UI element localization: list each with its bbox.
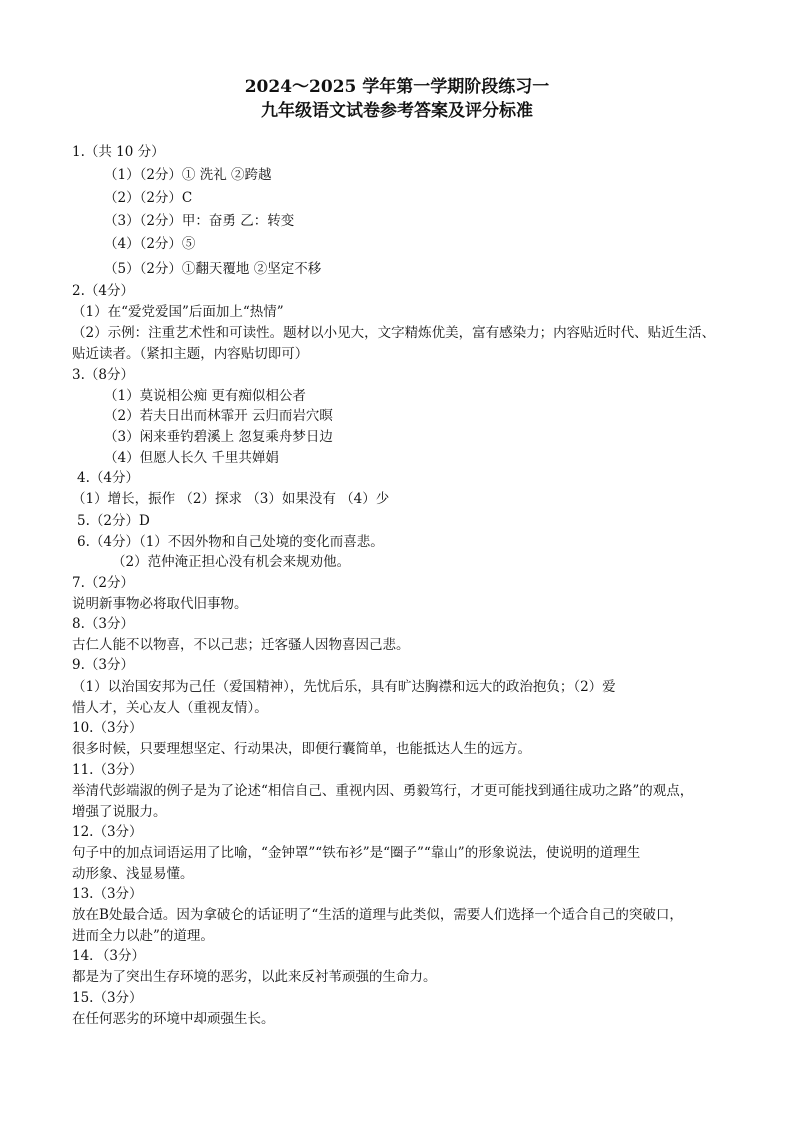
q2-2-answer-cont: 贴近读者。（紧扣主题，内容贴切即可）	[72, 346, 309, 362]
q1-2-answer: （2）（2分）C	[104, 190, 193, 206]
q15-answer: 在任何恶劣的环境中却顽强生长。	[72, 1011, 275, 1027]
q11-answer-cont: 增强了说服力。	[72, 804, 167, 820]
q2-2-answer: （2）示例：注重艺术性和可读性。题材以小见大，文字精炼优美，富有感染力；内容贴近时代、贴近生活、	[72, 325, 716, 341]
q10-header: 10.（3分）	[72, 720, 143, 736]
q9-header: 9.（3分）	[72, 657, 134, 673]
doc-title-line2: 九年级语文试卷参考答案及评分标准	[261, 101, 533, 121]
q14-header: 14．（3分）	[72, 948, 146, 964]
q1-3-answer: （3）（2分）甲：奋勇 乙：转变	[104, 213, 295, 229]
q3-2-answer: （2）若夫日出而林霏开 云归而岩穴暝	[104, 408, 333, 424]
q3-3-answer: （3）闲来垂钓碧溪上 忽复乘舟梦日边	[104, 429, 333, 445]
q15-header: 15.（3分）	[72, 990, 143, 1006]
q2-header: 2.（4分）	[72, 283, 134, 299]
q1-4-answer: （4）（2分）⑤	[104, 236, 196, 252]
q3-1-answer: （1）莫说相公痴 更有痴似相公者	[104, 388, 306, 404]
q7-answer: 说明新事物必将取代旧事物。	[72, 596, 248, 612]
q11-header: 11.（3分）	[72, 762, 143, 778]
q12-answer: 句子中的加点词语运用了比喻，“金钟罩”“铁布衫”是“圈子”“靠山”的形象说法，使说明的道理生	[72, 845, 641, 861]
q12-answer-cont: 动形象、浅显易懂。	[72, 866, 194, 882]
q6-answer-1: 6.（4分）（1）不因外物和自己处境的变化而喜悲。	[77, 534, 384, 550]
q11-answer: 举清代彭端淑的例子是为了论述“相信自己、重视内因、勇毅笃行，才更可能找到通往成功之路”的观点，	[72, 783, 694, 799]
q3-header: 3.（8分）	[72, 367, 134, 383]
q13-answer-cont: 进而全力以赴”的道理。	[72, 928, 214, 944]
q6-answer-2: （2）范仲淹正担心没有机会来规劝他。	[112, 554, 351, 570]
q13-answer: 放在B处最合适。因为拿破仑的话证明了“生活的道理与此类似，需要人们选择一个适合自己的突破口，	[72, 907, 683, 923]
q5-answer: 5.（2分）D	[77, 513, 150, 529]
q12-header: 12.（3分）	[72, 824, 143, 840]
q2-1-answer: （1）在“爱党爱国”后面加上“热情”	[72, 304, 284, 320]
q8-header: 8.（3分）	[72, 616, 134, 632]
q13-header: 13.（3分）	[72, 886, 143, 902]
q4-header: 4.（4分）	[77, 470, 139, 486]
q10-answer: 很多时候，只要理想坚定、行动果决，即便行囊简单，也能抵达人生的远方。	[72, 741, 531, 757]
q8-answer: 古仁人能不以物喜，不以己悲；迁客骚人因物喜因己悲。	[72, 637, 410, 653]
q1-1-answer: （1）（2分）① 洗礼 ②跨越	[104, 167, 272, 183]
q7-header: 7.（2分）	[72, 575, 134, 591]
q1-5-answer: （5）（2分）①翻天覆地 ②坚定不移	[104, 261, 322, 277]
q14-answer: 都是为了突出生存环境的恶劣，以此来反衬苇顽强的生命力。	[72, 969, 437, 985]
q9-answer-cont: 惜人才，关心友人（重视友情）。	[72, 700, 268, 716]
q9-answer: （1）以治国安邦为己任（爱国精神），先忧后乐，具有旷达胸襟和远大的政治抱负；（2）爱	[72, 679, 616, 695]
q3-4-answer: （4）但愿人长久 千里共婵娟	[104, 450, 279, 466]
q4-answers: （1）增长，振作 （2）探求 （3）如果没有 （4）少	[72, 491, 390, 507]
doc-title-line1: 2024～2025 学年第一学期阶段练习一	[244, 77, 550, 97]
q1-header: 1.（共 10 分）	[72, 144, 165, 160]
